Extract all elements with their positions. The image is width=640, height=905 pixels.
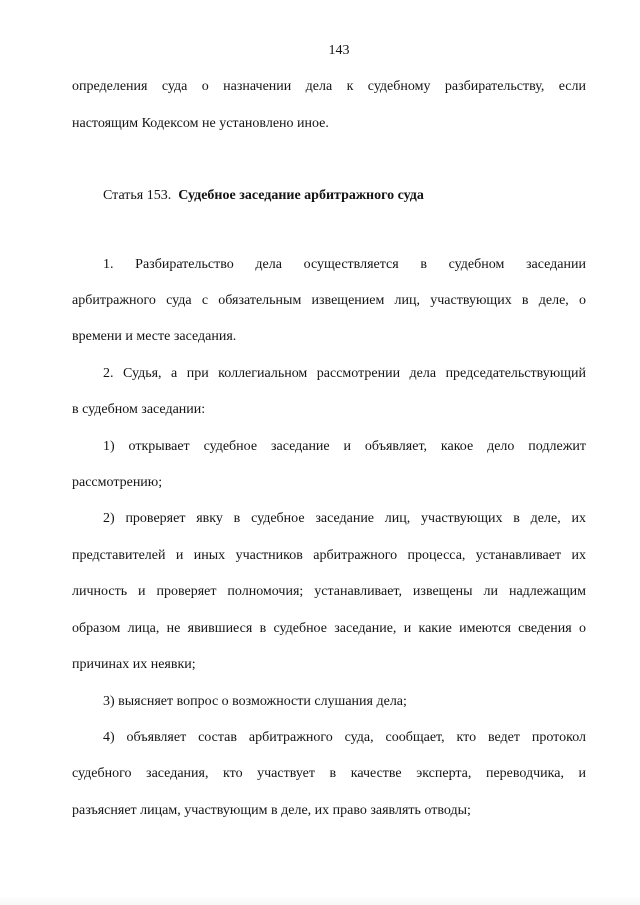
paragraph — [72, 429, 586, 502]
text-line: 2) проверяет явку в судебное заседание лиц, участвующих в деле, их — [103, 511, 586, 527]
text-line: 1) открывает судебное заседание и объявляет, какое дело подлежит — [103, 438, 586, 454]
text-line: представителей и иных участников арбитражного процесса, устанавливает их — [72, 547, 586, 563]
text-line: личность и проверяет полномочия; устанавливает, извещены ли надлежащим — [72, 584, 586, 600]
text-line: времени и месте заседания. — [72, 329, 237, 345]
text-line: судебного заседания, кто участвует в качестве эксперта, переводчика, и — [72, 766, 586, 782]
text-line: 4) объявляет состав арбитражного суда, сообщает, кто ведет протокол — [103, 729, 586, 745]
paragraph — [72, 501, 586, 683]
page-number: 143 — [328, 43, 350, 58]
text-line: 2. Судья, а при коллегиальном рассмотрении дела председательствующий — [103, 365, 586, 381]
article-title: Судебное заседание арбитражного суда — [178, 188, 424, 204]
article-number: Статья 153. — [103, 188, 172, 204]
intro-paragraph — [72, 69, 586, 142]
text-column — [72, 33, 586, 829]
text-line: 3) выясняет вопрос о возможности слушания дела; — [103, 693, 407, 709]
text-line: разъясняет лицам, участвующим в деле, их право заявлять отводы; — [72, 802, 471, 818]
text-line: арбитражного суда с обязательным извещением лиц, участвующих в деле, о — [72, 293, 586, 309]
text-line: определения суда о назначении дела к судебному разбирательству, если — [72, 79, 586, 95]
paragraph — [72, 247, 586, 356]
paragraph — [72, 356, 586, 429]
paragraph — [72, 720, 586, 829]
text-line: в судебном заседании: — [72, 402, 206, 418]
text-line: рассмотрению; — [72, 475, 163, 491]
text-line: 1. Разбирательство дела осуществляется в судебном заседании — [103, 256, 586, 272]
text-line: причинах их неявки; — [72, 657, 196, 673]
article-heading — [72, 178, 586, 214]
text-line: настоящим Кодексом не установлено иное. — [72, 115, 329, 131]
text-line: образом лица, не явившиеся в судебное заседание, и какие имеются сведения о — [72, 620, 586, 636]
paragraph — [72, 684, 586, 720]
